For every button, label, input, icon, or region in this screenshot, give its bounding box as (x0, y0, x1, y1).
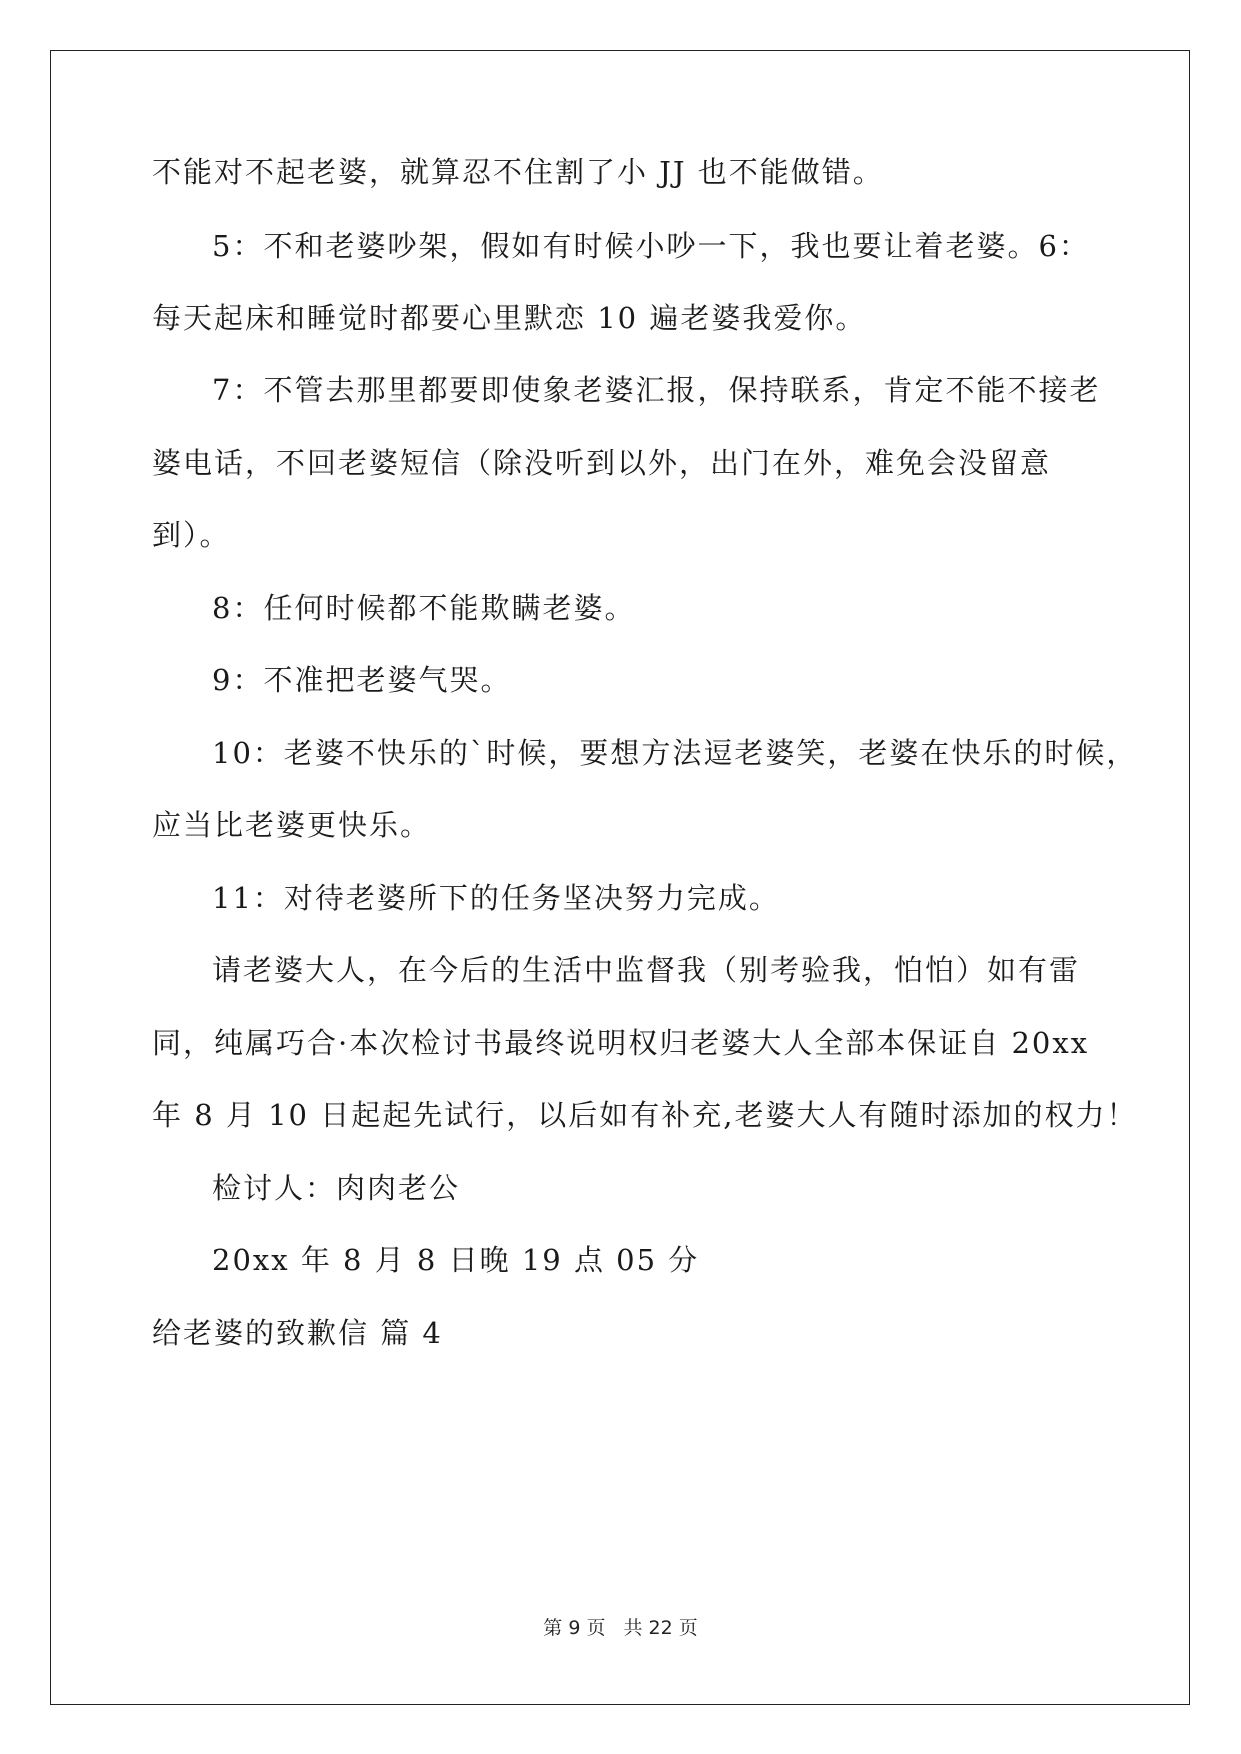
text-line-9: 10：老婆不快乐的`时候，要想方法逗老婆笑，老婆在快乐的时候， (212, 736, 1138, 770)
text-line-5: 婆电话，不回老婆短信（除没听到以外，出门在外，难免会没留意 (152, 446, 1052, 480)
text-line-6: 到）。 (152, 518, 231, 552)
page-footer (0, 1616, 1241, 1640)
text-line-14: 年 8 月 10 日起起先试行，以后如有补充,老婆大人有随时添加的权力！ (152, 1098, 1138, 1132)
text-line-1: 不能对不起老婆，就算忍不住割了小 JJ 也不能做错。 (152, 155, 884, 189)
text-line-7: 8：任何时候都不能欺瞒老婆。 (212, 591, 636, 625)
section-heading: 给老婆的致歉信 篇 4 (152, 1316, 443, 1350)
page-border (50, 50, 1190, 1705)
text-line-8: 9：不准把老婆气哭。 (212, 663, 512, 697)
text-line-10: 应当比老婆更快乐。 (152, 808, 432, 842)
signature-line: 检讨人：肉肉老公 (212, 1171, 461, 1205)
date-line: 20xx 年 8 月 8 日晚 19 点 05 分 (212, 1243, 700, 1277)
text-line-13: 同，纯属巧合·本次检讨书最终说明权归老婆大人全部本保证自 20xx (152, 1026, 1090, 1060)
text-line-4: 7：不管去那里都要即使象老婆汇报，保持联系，肯定不能不接老 (212, 373, 1101, 407)
page-number: 第 9 页 (543, 1617, 606, 1639)
text-line-11: 11：对待老婆所下的任务坚决努力完成。 (212, 881, 780, 915)
text-line-12: 请老婆大人，在今后的生活中监督我（别考验我，怕怕）如有雷 (212, 953, 1081, 987)
text-line-2: 5：不和老婆吵架，假如有时候小吵一下，我也要让着老婆。6： (212, 229, 1090, 263)
page-total: 共 22 页 (623, 1617, 698, 1639)
text-line-3: 每天起床和睡觉时都要心里默恋 10 遍老婆我爱你。 (152, 301, 867, 335)
